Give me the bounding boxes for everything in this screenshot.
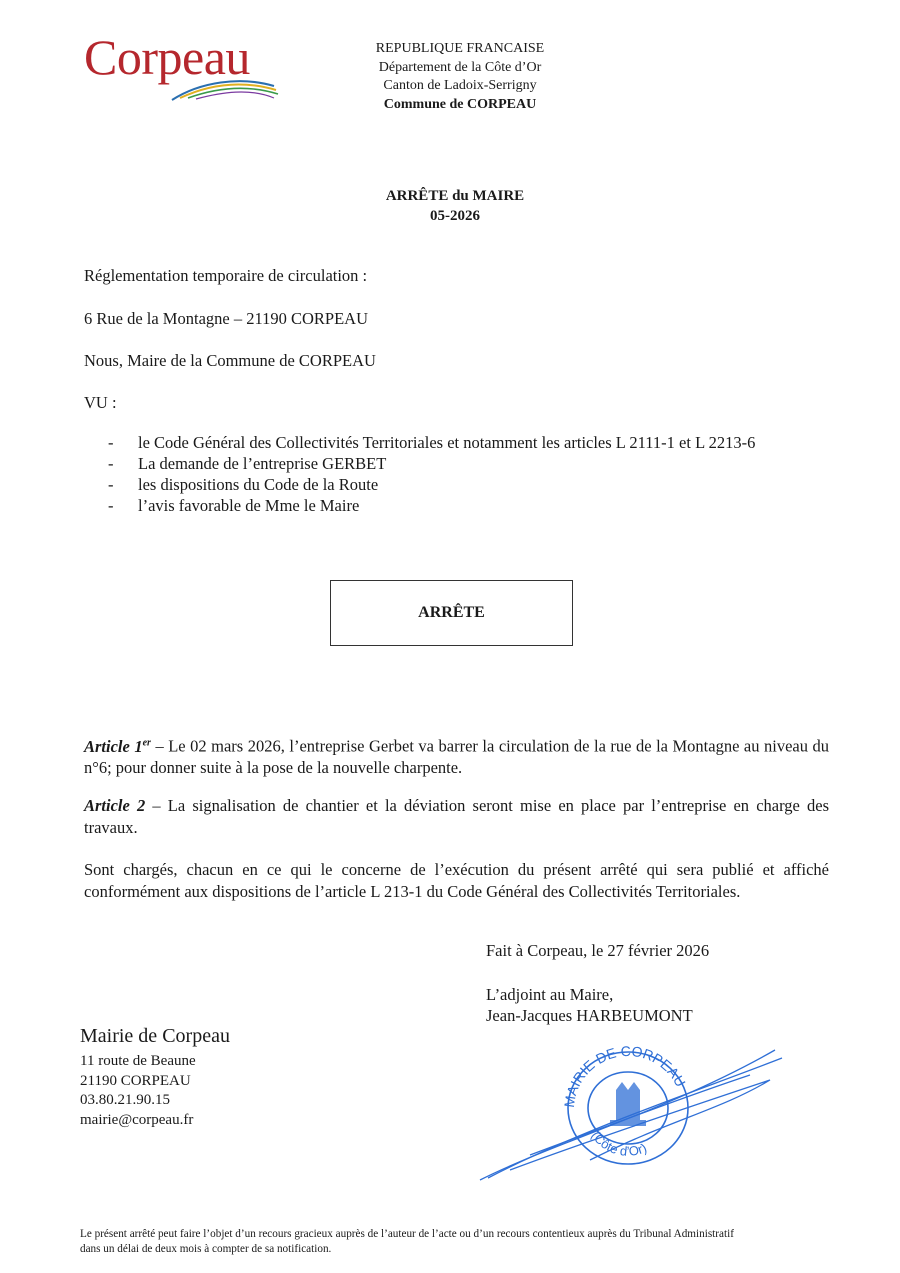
- official-stamp: [470, 1030, 800, 1190]
- title-line: ARRÊTE du MAIRE: [385, 188, 525, 204]
- nous-line: Nous, Maire de la Commune de CORPEAU: [84, 351, 376, 370]
- mairie-address: 11 route de Beaune: [80, 1053, 196, 1069]
- mairie-name: Mairie de Corpeau: [80, 1025, 230, 1047]
- list-item-text: La demande de l’entreprise GERBET: [138, 454, 387, 473]
- corpeau-logo: [84, 28, 284, 108]
- regulation-subject: Réglementation temporaire de circulation :: [84, 266, 368, 285]
- vu-heading: VU :: [84, 393, 117, 412]
- department-line: Département de la Côte d’Or: [378, 59, 542, 75]
- list-item-text: les dispositions du Code de la Route: [138, 475, 379, 494]
- footer-line: Le présent arrêté peut faire l’objet d’un recours gracieux auprès de l’auteur de l’acte ou d’un recours contentieux auprès du Tribunal Administratif: [80, 1228, 734, 1240]
- article-1-label: [84, 737, 151, 756]
- vu-list: [104, 432, 804, 516]
- address-line: 6 Rue de la Montagne – 21190 CORPEAU: [84, 309, 368, 328]
- title-number: 05-2026: [430, 208, 480, 224]
- article-1-sup: er: [142, 737, 151, 748]
- legal-footer: [80, 1227, 840, 1257]
- list-item-text: l’avis favorable de Mme le Maire: [138, 496, 360, 515]
- signatory: [486, 984, 693, 1026]
- stamp-emblem-icon: [610, 1082, 646, 1126]
- article-1-text: – Le 02 mars 2026, l’entreprise Gerbet va barrer la circulation de la rue de la Montagne au niveau du n°6; pour donner suite à la pose de la nouvelle charpente.: [84, 736, 829, 777]
- footer-line: dans un délai de deux mois à compter de sa notification.: [80, 1243, 332, 1255]
- list-item: - La demande de l’entreprise GERBET: [108, 454, 387, 473]
- canton-line: Canton de Ladoix-Serrigny: [383, 78, 537, 93]
- signatory-role: L’adjoint au Maire,: [486, 985, 614, 1004]
- logo-swoosh-icon: [170, 74, 280, 104]
- article-2-text: – La signalisation de chantier et la déviation seront mise en place par l’entreprise en charge des travaux.: [84, 796, 830, 837]
- signature-scribble: [480, 1050, 782, 1180]
- article-1-label-text: Article 1: [84, 736, 143, 756]
- republic-header: [300, 40, 620, 114]
- document-title: [250, 186, 660, 226]
- stamp-bottom-text: (Côte d’Or): [588, 1128, 649, 1159]
- list-item: - les dispositions du Code de la Route: [108, 475, 379, 494]
- mairie-phone: 03.80.21.90.15: [80, 1092, 170, 1108]
- article-2: [84, 795, 829, 838]
- article-1: [84, 732, 829, 779]
- arrete-box: ARRÊTE: [330, 580, 573, 646]
- signatory-name: Jean-Jacques HARBEUMONT: [486, 1006, 693, 1025]
- republic-line: REPUBLIQUE FRANCAISE: [375, 41, 545, 56]
- closing-paragraph: Sont chargés, chacun en ce qui le concerne de l’exécution du présent arrêté qui sera publié et affiché conformément aux dispositions de l’article L 213-1 du Code Général des Collectivités Territoriales.: [84, 860, 829, 901]
- mairie-postcode: 21190 CORPEAU: [80, 1072, 191, 1089]
- article-2-label: Article 2: [84, 796, 146, 815]
- logo-text: Corpeau: [84, 29, 250, 85]
- mairie-email: mairie@corpeau.fr: [80, 1111, 194, 1128]
- mairie-contact: [80, 1024, 230, 1130]
- list-item-text: le Code Général des Collectivités Territoriales et notamment les articles L 2111-1 et L 2213-6: [138, 433, 756, 452]
- date-place: Fait à Corpeau, le 27 février 2026: [486, 941, 710, 960]
- commune-line: Commune de CORPEAU: [383, 96, 537, 112]
- list-item: - l’avis favorable de Mme le Maire: [108, 496, 360, 515]
- stamp-top-text: MAIRIE DE CORPEAU: [560, 1042, 689, 1109]
- list-item: - le Code Général des Collectivités Territoriales et notamment les articles L 2111-1 et L 2213-6: [104, 432, 804, 453]
